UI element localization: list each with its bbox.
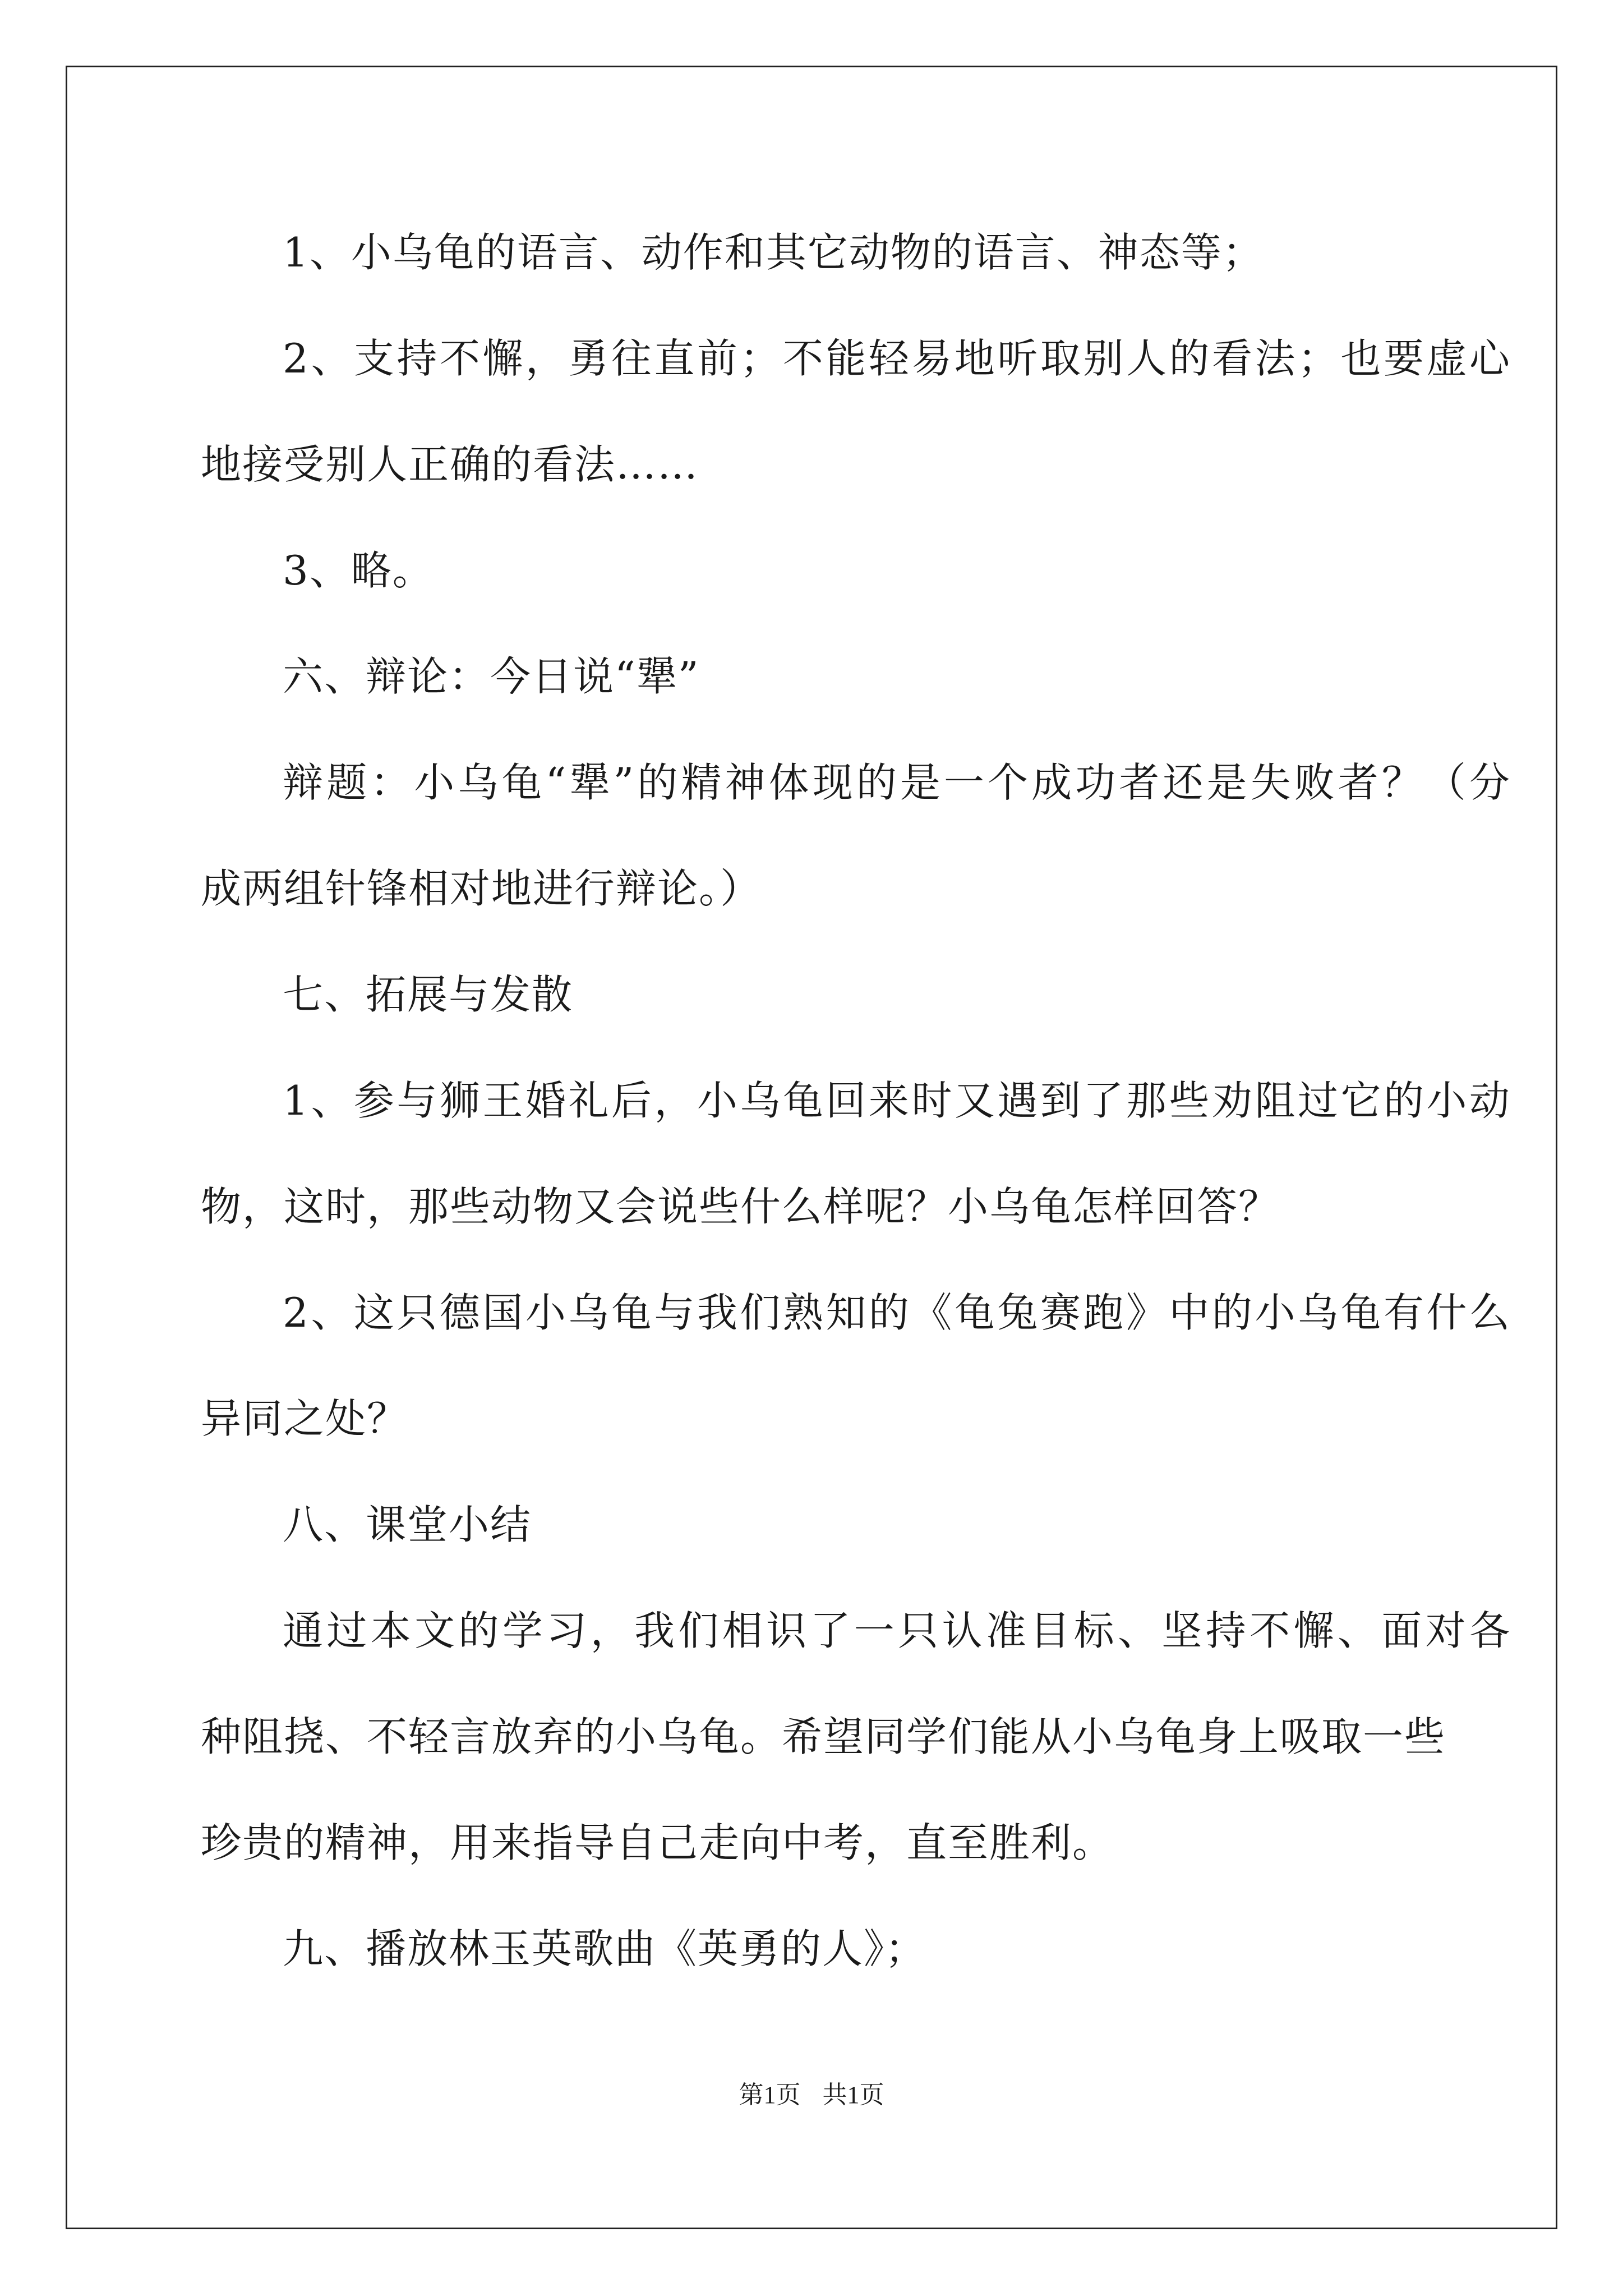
paragraph-line: 种阻挠、不轻言放弃的小乌龟。希望同学们能从小乌龟身上吸取一些 [201,1713,1446,1760]
section-heading: 八、课堂小结 [283,1501,532,1548]
paragraph-line: 通过本文的学习，我们相识了一只认准目标、坚持不懈、面对各 [283,1607,1511,1654]
paragraph-line: 珍贵的精神，用来指导自己走向中考，直至胜利。 [201,1819,1114,1866]
paragraph-line: 1、参与狮王婚礼后，小乌龟回来时又遇到了那些劝阻过它的小动 [283,1077,1511,1124]
paragraph-line: 异同之处？ [201,1395,409,1442]
section-heading: 九、播放林玉英歌曲《英勇的人》； [283,1925,927,1972]
section-heading: 七、拓展与发散 [283,971,574,1018]
paragraph-line: 3、略。 [283,547,434,594]
paragraph-line: 1、小乌龟的语言、动作和其它动物的语言、神态等； [283,229,1264,276]
paragraph-line: 2、支持不懈，勇往直前；不能轻易地听取别人的看法；也要虚心 [283,335,1511,382]
paragraph-line: 2、这只德国小乌龟与我们熟知的《龟兔赛跑》中的小乌龟有什么 [283,1289,1511,1336]
paragraph-line: 地接受别人正确的看法…… [201,441,699,488]
page-border [66,66,1557,2229]
section-heading: 六、辩论：今日说“犟” [283,653,700,700]
page-footer [0,2078,1623,2112]
paragraph-line: 成两组针锋相对地进行辩论。） [201,865,762,912]
page-total: 共1页 [822,2081,884,2109]
page-number: 第1页 [739,2081,801,2109]
paragraph-line: 辩题：小乌龟“犟”的精神体现的是一个成功者还是失败者？（分 [283,759,1511,806]
paragraph-line: 物，这时，那些动物又会说些什么样呢？小乌龟怎样回答？ [201,1183,1280,1230]
